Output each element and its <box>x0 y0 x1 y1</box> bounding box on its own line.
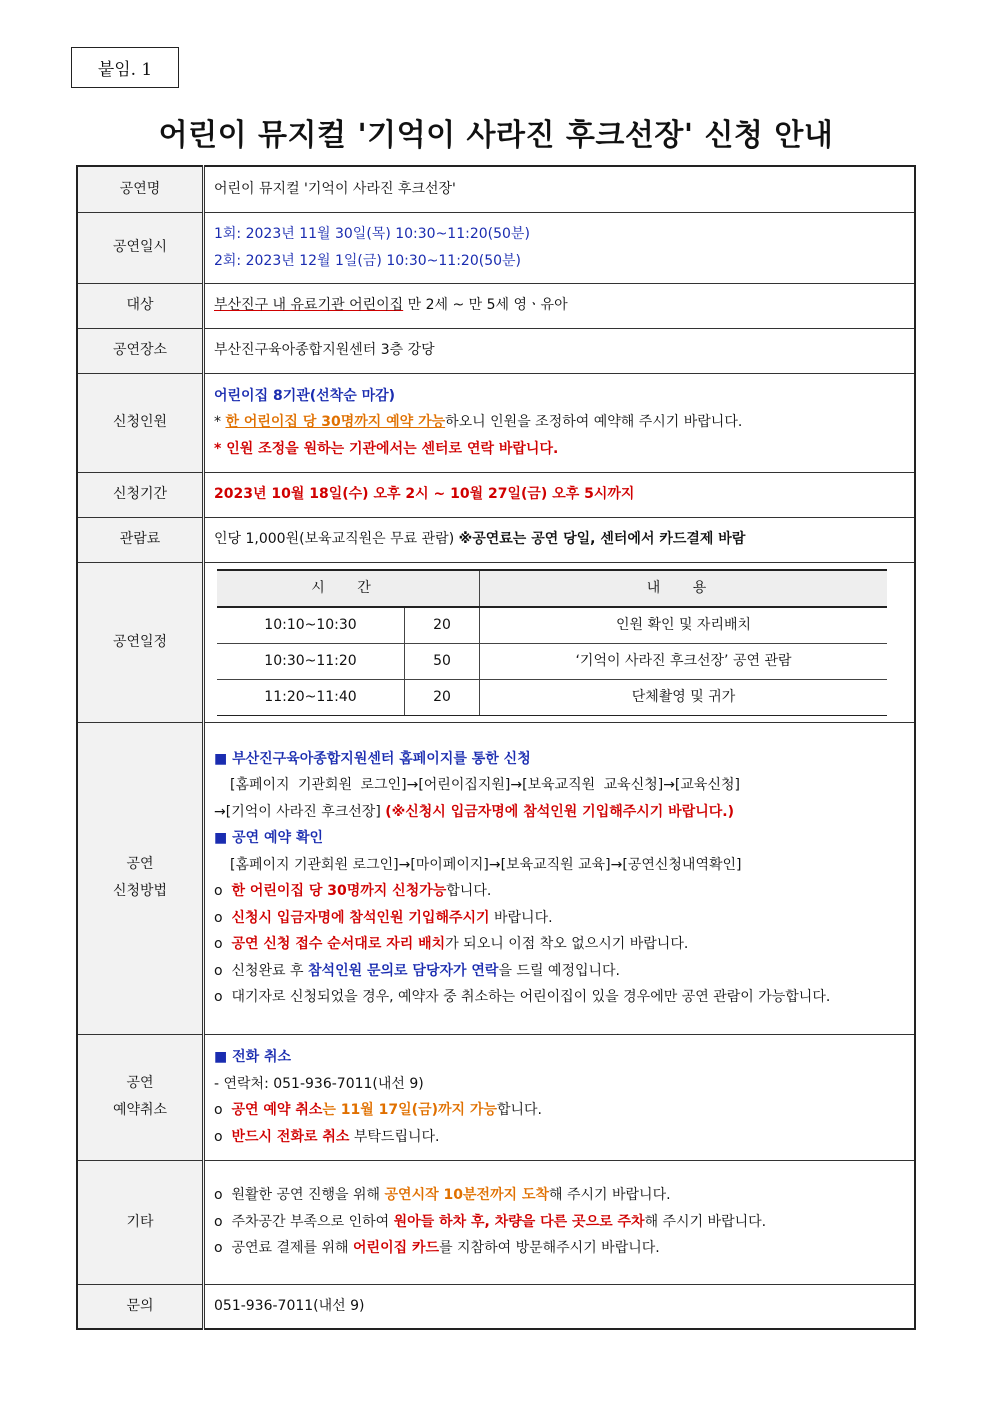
value-fee <box>204 517 916 562</box>
capacity-prefix: * <box>214 414 226 431</box>
schedule-time: 11:20~11:40 <box>217 679 405 715</box>
apply-bullet-3-rest: 가 되오니 이점 착오 없으시기 바랍니다. <box>445 936 689 952</box>
apply-path-2-note: (※신청시 입금자명에 참석인원 기입해주시기 바랍니다.) <box>385 803 734 820</box>
schedule-time: 10:30~11:20 <box>217 643 405 679</box>
bullet-o: o <box>214 1240 223 1257</box>
bullet-o: o <box>214 936 223 952</box>
schedule-minutes: 20 <box>405 679 480 715</box>
row-period <box>77 472 915 517</box>
schedule-header-time: 시 간 <box>217 570 480 607</box>
row-inquiry <box>77 1284 915 1329</box>
row-etc <box>77 1160 915 1284</box>
apply-bullet-5-text: 대기자로 신청되었을 경우, 예약자 중 취소하는 어린이집이 있을 경우에만 공연 관람이 가능합니다. <box>231 989 831 1005</box>
apply-bullet-4-pre: 신청완료 후 <box>231 962 309 979</box>
cancel-bullet-2 <box>214 1124 905 1151</box>
label-period: 신청기간 <box>77 472 204 517</box>
cancel-bullet-2-rest: 부탁드립니다. <box>349 1128 440 1145</box>
apply-bullet-4 <box>214 958 905 985</box>
schedule-header-row <box>217 570 887 607</box>
show-date-line-1: 1회: 2023년 11월 30일(목) 10:30~11:20(50분) <box>214 226 530 242</box>
etc-bullet-2-pre: 주차공간 부족으로 인하여 <box>231 1213 394 1230</box>
apply-heading-1: ■ 부산진구육아종합지원센터 홈페이지를 통한 신청 <box>214 750 531 767</box>
row-capacity <box>77 373 915 472</box>
cancel-bullet-1-red: 공연 예약 취소 <box>231 1102 323 1118</box>
label-inquiry: 문의 <box>77 1284 204 1329</box>
value-venue: 부산진구육아종합지원센터 3층 강당 <box>204 328 916 373</box>
bullet-o: o <box>214 1102 223 1118</box>
label-apply-line-2: 신청방법 <box>112 883 168 899</box>
cancel-bullet-1-rest: 합니다. <box>496 1102 542 1118</box>
value-capacity <box>204 373 916 472</box>
label-schedule: 공연일정 <box>77 562 204 722</box>
capacity-line-2 <box>214 409 905 436</box>
value-period: 2023년 10월 18일(수) 오후 2시 ~ 10월 27일(금) 오후 5시까지 <box>204 472 916 517</box>
cancel-heading: ■ 전화 취소 <box>214 1049 292 1065</box>
label-venue: 공연장소 <box>77 328 204 373</box>
apply-bullet-1 <box>214 878 905 905</box>
label-etc: 기타 <box>77 1160 204 1284</box>
bullet-o: o <box>214 1187 223 1204</box>
apply-path-1: [홈페이지 기관회원 로그인]→[어린이집지원]→[보육교직원 교육신청]→[교육신청] <box>230 777 740 793</box>
label-cancel <box>77 1034 204 1160</box>
schedule-row <box>217 679 887 715</box>
target-highlight: 부산진구 내 유료기관 어린이집 <box>214 297 404 314</box>
apply-bullet-3 <box>214 931 905 958</box>
label-cancel-line-1: 공연 <box>126 1075 154 1091</box>
apply-bullet-2-rest: 바랍니다. <box>489 909 553 926</box>
row-apply <box>77 722 915 1034</box>
capacity-line-3: * 인원 조정을 원하는 기관에서는 센터로 연락 바랍니다. <box>214 440 559 457</box>
label-fee: 관람료 <box>77 517 204 562</box>
etc-bullet-3 <box>214 1235 905 1262</box>
row-target <box>77 283 915 328</box>
target-rest: 만 2세 ~ 만 5세 영ㆍ유아 <box>403 297 568 314</box>
etc-bullet-1-rest: 해 주시기 바랍니다. <box>549 1187 671 1204</box>
bullet-o: o <box>214 1213 223 1230</box>
row-venue <box>77 328 915 373</box>
schedule-minutes: 50 <box>405 643 480 679</box>
value-etc <box>204 1160 916 1284</box>
value-schedule <box>204 562 916 722</box>
capacity-rest: 하오니 인원을 조정하여 예약해 주시기 바랍니다. <box>445 414 743 431</box>
value-target <box>204 283 916 328</box>
row-show-date <box>77 212 915 283</box>
value-apply <box>204 722 916 1034</box>
schedule-time: 10:10~10:30 <box>217 607 405 644</box>
value-inquiry: 051-936-7011(내선 9) <box>204 1284 916 1329</box>
apply-bullet-5 <box>214 984 905 1011</box>
label-target: 대상 <box>77 283 204 328</box>
apply-bullet-3-red: 공연 신청 접수 순서대로 자리 배치 <box>231 936 446 952</box>
etc-bullet-2 <box>214 1209 905 1236</box>
apply-path-3: [홈페이지 기관회원 로그인]→[마이페이지]→[보육교직원 교육]→[공연신청내역확인] <box>230 856 742 873</box>
fee-plain: 인당 1,000원(보육교직원은 무료 관람) <box>214 531 459 548</box>
capacity-line-1: 어린이집 8기관(선착순 마감) <box>214 387 396 404</box>
apply-heading-2: ■ 공연 예약 확인 <box>214 830 323 846</box>
capacity-limit: 한 어린이집 당 30명까지 예약 가능 <box>225 414 446 431</box>
row-schedule <box>77 562 915 722</box>
apply-bullet-1-red: 한 어린이집 당 30명까지 신청가능 <box>231 883 447 899</box>
label-capacity: 신청인원 <box>77 373 204 472</box>
etc-bullet-3-pre: 공연료 결제를 위해 <box>231 1240 354 1257</box>
cancel-bullet-1 <box>214 1097 905 1124</box>
apply-bullet-4-rest: 을 드릴 예정입니다. <box>498 962 620 979</box>
value-show-date <box>204 212 916 283</box>
schedule-row <box>217 643 887 679</box>
apply-bullet-2 <box>214 905 905 932</box>
row-show-name <box>77 166 915 212</box>
schedule-minutes: 20 <box>405 607 480 644</box>
attachment-label: 붙임. 1 <box>71 47 179 88</box>
bullet-o: o <box>214 909 223 926</box>
bullet-o: o <box>214 1128 223 1145</box>
bullet-o: o <box>214 962 223 979</box>
value-cancel <box>204 1034 916 1160</box>
etc-bullet-1 <box>214 1182 905 1209</box>
apply-bullet-2-red: 신청시 입금자명에 참석인원 기입해주시기 <box>231 909 490 926</box>
label-show-date: 공연일시 <box>77 212 204 283</box>
show-date-line-2: 2회: 2023년 12월 1일(금) 10:30~11:20(50분) <box>214 252 522 269</box>
schedule-table <box>217 569 887 716</box>
bullet-o: o <box>214 883 223 899</box>
page-title: 어린이 뮤지컬 '기억이 사라진 후크선장' 신청 안내 <box>158 118 834 153</box>
row-cancel <box>77 1034 915 1160</box>
label-apply <box>77 722 204 1034</box>
schedule-row <box>217 607 887 644</box>
label-cancel-line-2: 예약취소 <box>112 1102 168 1118</box>
value-show-name: 어린이 뮤지컬 '기억이 사라진 후크선장' <box>204 166 916 212</box>
label-show-name: 공연명 <box>77 166 204 212</box>
apply-bullet-4-blue: 참석인원 문의로 담당자가 연락 <box>308 962 499 979</box>
schedule-content: 인원 확인 및 자리배치 <box>480 607 888 644</box>
cancel-contact: - 연락처: 051-936-7011(내선 9) <box>214 1075 424 1092</box>
schedule-content: 단체촬영 및 귀가 <box>480 679 888 715</box>
cancel-bullet-2-red: 반드시 전화로 취소 <box>231 1128 350 1145</box>
etc-bullet-2-rest: 해 주시기 바랍니다. <box>644 1213 767 1230</box>
apply-bullet-1-rest: 합니다. <box>446 883 492 899</box>
schedule-content: ‘기억이 사라진 후크선장’ 공연 관람 <box>480 643 888 679</box>
apply-path-2 <box>214 799 905 826</box>
fee-note: ※공연료는 공연 당일, 센터에서 카드결제 바람 <box>458 531 746 548</box>
etc-bullet-2-red: 원아들 하차 후, 차량을 다른 곳으로 주차 <box>393 1213 645 1230</box>
etc-bullet-3-red: 어린이집 카드 <box>353 1240 440 1257</box>
schedule-header-content: 내 용 <box>480 570 888 607</box>
etc-bullet-1-pre: 원활한 공연 진행을 위해 <box>231 1187 385 1204</box>
apply-path-2-text: →[기억이 사라진 후크선장] <box>214 803 386 820</box>
info-table <box>76 165 916 1330</box>
bullet-o: o <box>214 989 223 1005</box>
row-fee <box>77 517 915 562</box>
etc-bullet-1-orange: 공연시작 10분전까지 도착 <box>384 1187 550 1204</box>
cancel-bullet-1-orange: 는 11월 17일(금)까지 가능 <box>322 1102 497 1118</box>
label-apply-line-1: 공연 <box>126 856 154 872</box>
etc-bullet-3-rest: 를 지참하여 방문해주시기 바랍니다. <box>439 1240 660 1257</box>
